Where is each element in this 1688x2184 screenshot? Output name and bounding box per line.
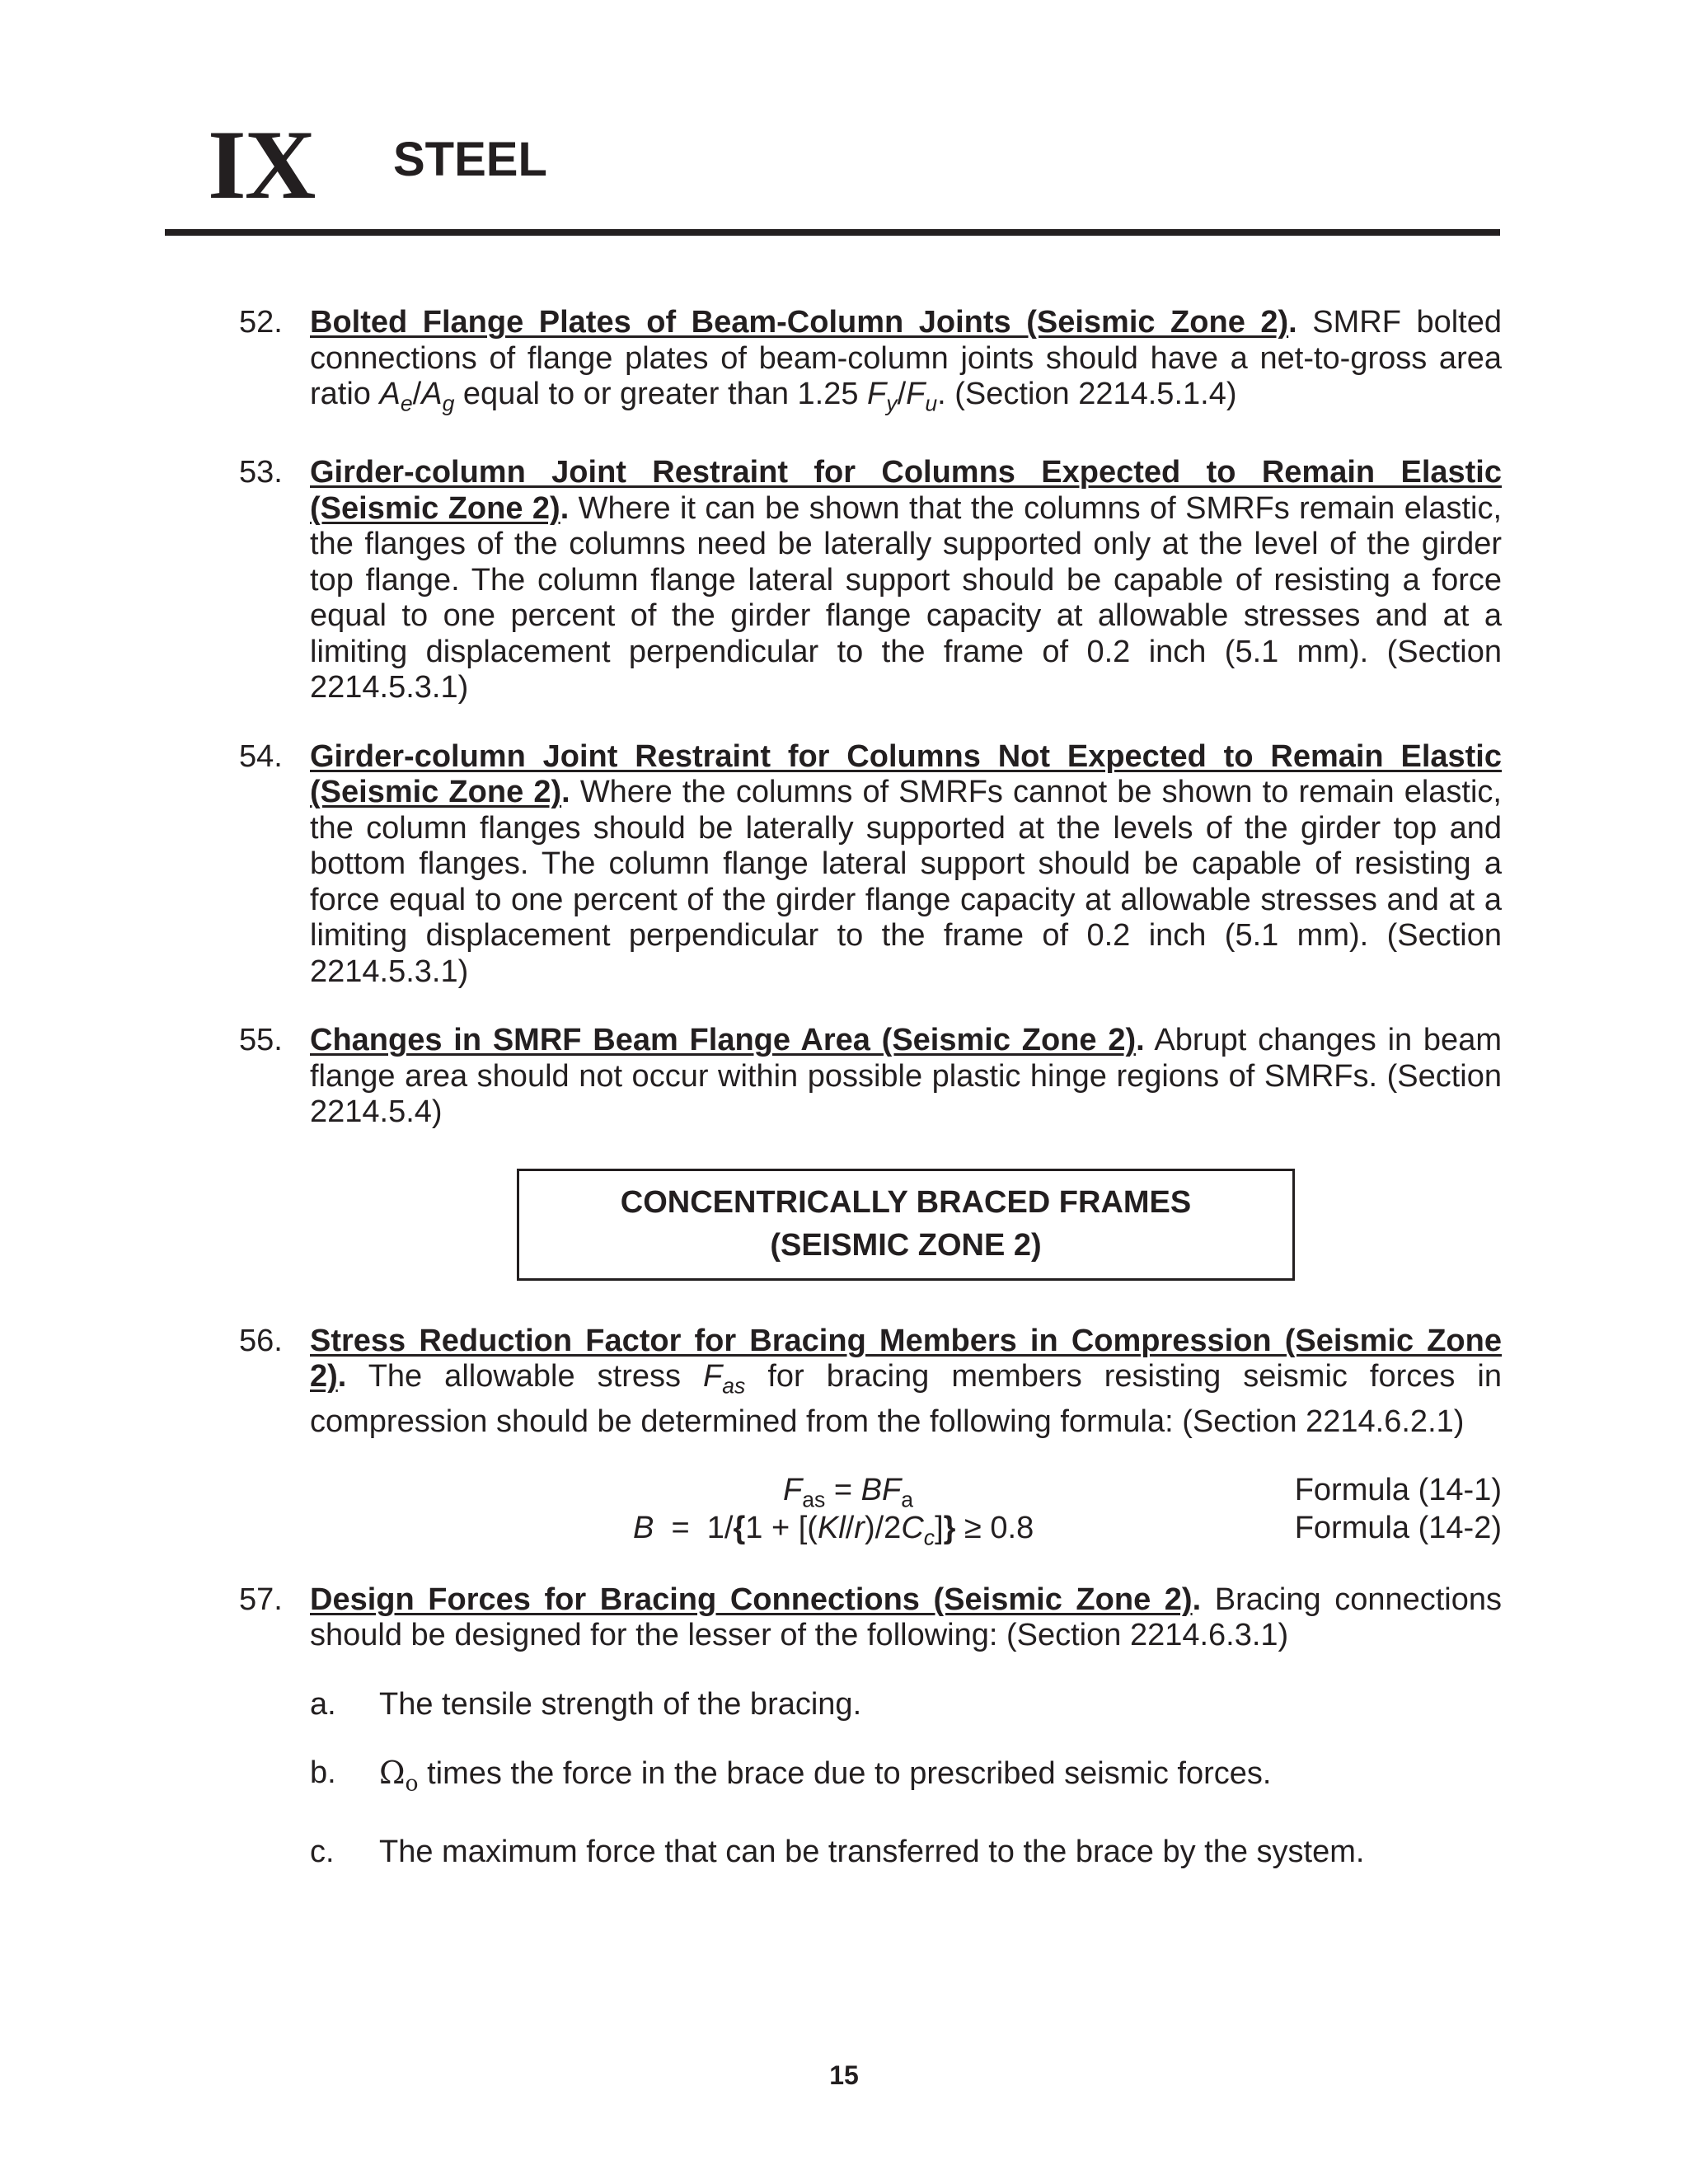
- item-title: Girder-column Joint Restraint for Columns Not Expected to Remain Elastic (Seismic Zone 2): [310, 738, 1502, 810]
- item-number: 54.: [239, 738, 283, 774]
- formula-label: Formula (14-1): [1294, 1472, 1502, 1507]
- item-title: Changes in SMRF Beam Flange Area (Seismic Zone 2): [310, 1023, 1137, 1058]
- section-heading-box: [517, 1169, 1295, 1281]
- item-text: Abrupt changes in beam flange area should not occur within possible plastic hinge regions of SMRFs. (Section 2214.5.4): [310, 1023, 1502, 1130]
- item-title: Girder-column Joint Restraint for Columns Expected to Remain Elastic (Seismic Zone 2): [310, 455, 1502, 526]
- section-heading-line1: CONCENTRICALLY BRACED FRAMES: [620, 1184, 1192, 1220]
- omega-symbol: Ω: [379, 1755, 406, 1792]
- item-title: Stress Reduction Factor for Bracing Members in Compression (Seismic Zone 2): [310, 1323, 1502, 1394]
- chapter-title: STEEL: [393, 133, 547, 186]
- item-57: 57. Design Forces for Bracing Connections (Seismic Zone 2). Bracing connections should be designed for the lesser of the following: (Section 2214.6.3.1): [239, 1582, 1502, 1653]
- item-text: Bracing connections should be designed for the lesser of the following: (Section 2214.6.3.1): [310, 1582, 1502, 1653]
- sub-item-letter: c.: [310, 1835, 335, 1870]
- formula-expression: $F_{as} = BF_a$: [783, 1472, 913, 1512]
- sub-item-b: b. $\Omega_o$ times the force in the brace due to prescribed seismic forces.: [310, 1755, 1272, 1797]
- item-text: SMRF bolted connections of flange plates of beam-column joints should have a net-to-gross area ratio: [310, 305, 1502, 411]
- page-number: 15: [829, 2060, 859, 2090]
- header-rule: [165, 229, 1500, 236]
- sub-item-letter: b.: [310, 1755, 336, 1791]
- item-55: 55. Changes in SMRF Beam Flange Area (Seismic Zone 2). Abrupt changes in beam flange area should not occur within possible plastic hinge regions of SMRFs. (Section 2214.5.4): [239, 1023, 1502, 1130]
- item-number: 56.: [239, 1323, 283, 1358]
- item-number: 55.: [239, 1023, 283, 1058]
- chapter-number: IX: [208, 110, 315, 219]
- item-53: 53. Girder-column Joint Restraint for Columns Expected to Remain Elastic (Seismic Zone 2). Where it can be shown that the columns of SMRFs remain elastic, the flanges of the columns need be laterally supported only at the level of the girder top flange. The column flange lateral support should be capable of resisting a force equal to one percent of the girder flange capacity at allowable stresses and at a limiting displacement perpendicular to the frame of 0.2 inch (5.1 mm). (Section 2214.5.3.1): [239, 455, 1503, 705]
- item-54: 54. Girder-column Joint Restraint for Columns Not Expected to Remain Elastic (Seismic Zone 2). Where the columns of SMRFs cannot be shown to remain elastic, the column flanges should be laterally supported at the levels of the girder top and bottom flanges. The column flange lateral support should be capable of resisting a force equal to one percent of the girder flange capacity at allowable stresses and at a limiting displacement perpendicular to the frame of 0.2 inch (5.1 mm). (Section 2214.5.3.1): [239, 738, 1502, 989]
- sub-item-letter: a.: [310, 1686, 336, 1722]
- item-number: 52.: [239, 305, 283, 340]
- item-text: Where it can be shown that the columns of SMRFs remain elastic, the flanges of the columns need be laterally supported only at the level of the girder top flange. The column flange lateral support should be capable of resisting a force equal to one percent of the girder flange capacity at allowable stresses and at a limiting displacement perpendicular to the frame of 0.2 inch (5.1 mm). (Section 2214.5.3.1): [310, 490, 1503, 705]
- sub-item-text: The tensile strength of the bracing.: [379, 1686, 862, 1722]
- main-content: [239, 305, 1502, 1871]
- item-title: Bolted Flange Plates of Beam-Column Joints (Seismic Zone 2): [310, 305, 1289, 340]
- sub-item-c: [239, 1835, 1502, 1871]
- item-number: 57.: [239, 1582, 283, 1617]
- item-title: Design Forces for Bracing Connections (Seismic Zone 2): [310, 1582, 1193, 1617]
- section-heading-line2: (SEISMIC ZONE 2): [770, 1227, 1042, 1263]
- formula-14-2: [239, 1508, 1502, 1548]
- item-52: 52. Bolted Flange Plates of Beam-Column Joints (Seismic Zone 2). SMRF bolted connections of flange plates of beam-column joints should have a net-to-gross area ratio $A_e/A_g$ equal to or greater than 1.25 $F_y/F_u$. (Section 2214.5.1.4): [239, 305, 1502, 416]
- formula-expression: $B = 1/\{1 + [(Kl/r)/2C_c]\} \ge 0.8$: [633, 1510, 1034, 1550]
- item-56: 56. Stress Reduction Factor for Bracing Members in Compression (Seismic Zone 2). The allowable stress $F_{as}$ for bracing members resisting seismic forces in compression should be determined from the following formula: (Section 2214.6.2.1): [239, 1323, 1502, 1440]
- sub-item-text: times the force in the brace due to prescribed seismic forces.: [418, 1756, 1272, 1792]
- item-number: 53.: [239, 455, 283, 490]
- sub-item-text: The maximum force that can be transferred to the brace by the system.: [379, 1835, 1365, 1870]
- formula-label: Formula (14-2): [1294, 1510, 1502, 1545]
- item-text: Where the columns of SMRFs cannot be shown to remain elastic, the column flanges should be laterally supported at the levels of the girder top and bottom flanges. The column flange lateral support should be capable of resisting a force equal to one percent of the girder flange capacity at allowable stresses and at a limiting displacement perpendicular to the frame of 0.2 inch (5.1 mm). (Section 2214.5.3.1): [310, 775, 1502, 989]
- formulas-block: [239, 1470, 1502, 1553]
- formula-14-1: [239, 1470, 1502, 1510]
- sub-item-a: [239, 1687, 1502, 1723]
